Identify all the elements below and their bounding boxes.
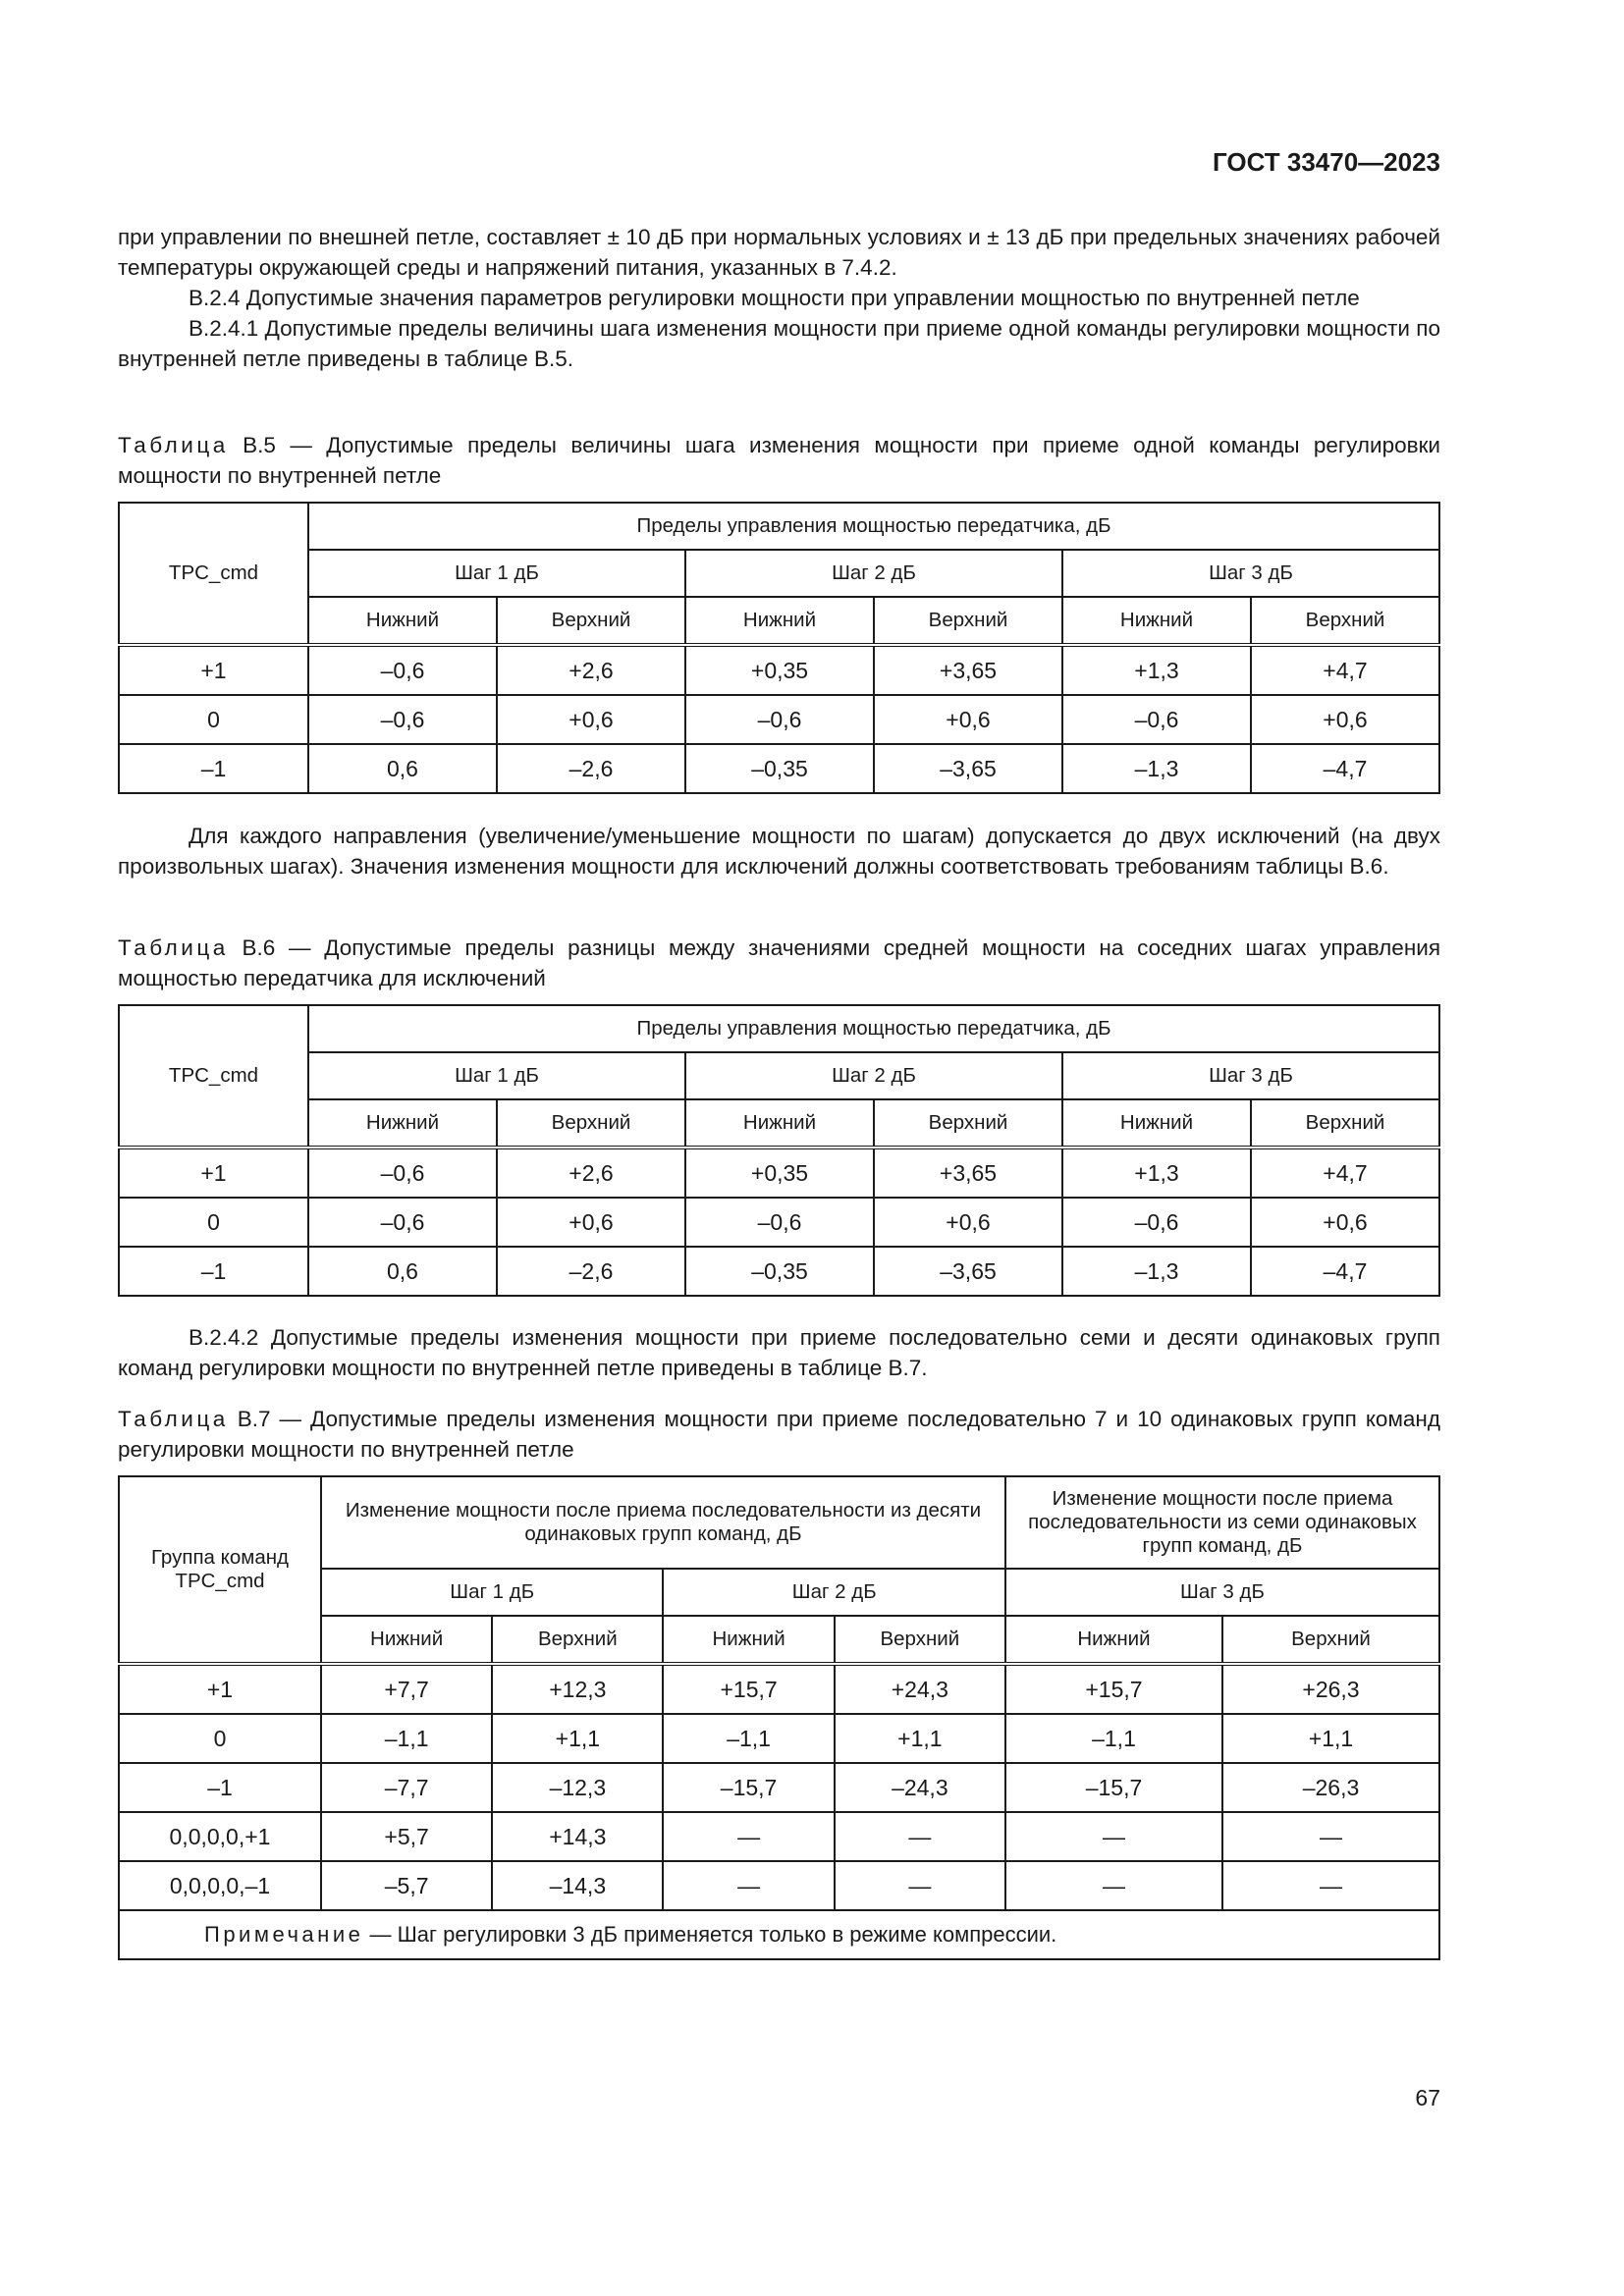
table-b6 xyxy=(118,1004,1440,1297)
header-lower: Нижний xyxy=(663,1616,834,1664)
table-caption xyxy=(118,430,1440,491)
header-step-1: Шаг 1 дБ xyxy=(321,1569,663,1616)
doc-header: ГОСТ 33470—2023 xyxy=(1213,147,1440,177)
header-tpc-cmd: TPC_cmd xyxy=(119,1005,308,1148)
table-row xyxy=(119,1714,1439,1763)
cell: –1,1 xyxy=(1005,1714,1222,1763)
table-caption-text: — Допустимые пределы разницы между значениями средней мощности на соседних шагах управления мощностью передатчика для исключений xyxy=(118,935,1440,990)
cell: +1,1 xyxy=(835,1714,1005,1763)
cell: — xyxy=(663,1861,834,1910)
cell: +0,35 xyxy=(685,645,874,695)
header-lower: Нижний xyxy=(308,1099,497,1148)
header-upper: Верхний xyxy=(1251,597,1439,645)
header-upper: Верхний xyxy=(835,1616,1005,1664)
header-upper: Верхний xyxy=(1222,1616,1439,1664)
cell: +5,7 xyxy=(321,1812,492,1861)
cell: –0,35 xyxy=(685,744,874,793)
cell: +3,65 xyxy=(874,1148,1062,1198)
cell: –1 xyxy=(119,1247,308,1296)
header-step-1: Шаг 1 дБ xyxy=(308,1052,685,1099)
table-row xyxy=(119,744,1439,793)
header-upper: Верхний xyxy=(497,597,685,645)
table-b5-block xyxy=(118,430,1440,794)
paragraph: В.2.4.2 Допустимые пределы изменения мощности при приеме последовательно семи и десяти одинаковых групп команд регулировки мощности по внутренней петле приведены в таблице В.7. xyxy=(118,1325,1440,1380)
table-row xyxy=(119,1664,1439,1714)
header-lower: Нижний xyxy=(685,597,874,645)
header-step-2: Шаг 2 дБ xyxy=(685,1052,1062,1099)
cell: –26,3 xyxy=(1222,1763,1439,1812)
header-step-3: Шаг 3 дБ xyxy=(1062,550,1439,597)
header-limits: Пределы управления мощностью передатчика, дБ xyxy=(308,1005,1439,1052)
table-label: Таблица xyxy=(118,935,229,960)
table-row xyxy=(119,1861,1439,1910)
cell: –0,35 xyxy=(685,1247,874,1296)
header-lower: Нижний xyxy=(1005,1616,1222,1664)
section-heading: В.2.4 Допустимые значения параметров регулировки мощности при управлении мощностью по внутренней петле xyxy=(189,286,1360,310)
table-b6-block xyxy=(118,933,1440,1297)
cell: +24,3 xyxy=(835,1664,1005,1714)
cell: +0,6 xyxy=(1251,695,1439,744)
header-ten-groups: Изменение мощности после приема последовательности из десяти одинаковых групп команд, дБ xyxy=(321,1476,1005,1569)
cell: — xyxy=(1222,1812,1439,1861)
header-command-group: Группа команд TPC_cmd xyxy=(119,1476,321,1664)
cell: +2,6 xyxy=(497,645,685,695)
header-step-3: Шаг 3 дБ xyxy=(1005,1569,1439,1616)
header-limits: Пределы управления мощностью передатчика, дБ xyxy=(308,503,1439,550)
cell: –0,6 xyxy=(308,695,497,744)
cell: — xyxy=(1005,1812,1222,1861)
header-step-2: Шаг 2 дБ xyxy=(663,1569,1005,1616)
cell: +1 xyxy=(119,645,308,695)
cell: +2,6 xyxy=(497,1148,685,1198)
cell: +0,6 xyxy=(874,695,1062,744)
table-b7-block xyxy=(118,1404,1440,1960)
cell: –0,6 xyxy=(308,645,497,695)
cell: +15,7 xyxy=(663,1664,834,1714)
cell: 0,0,0,0,+1 xyxy=(119,1812,321,1861)
cell: 0,0,0,0,–1 xyxy=(119,1861,321,1910)
cell: +1,1 xyxy=(1222,1714,1439,1763)
cell: 0 xyxy=(119,1198,308,1247)
table-label: Таблица xyxy=(118,1407,229,1431)
table-caption-text: — Допустимые пределы величины шага изменения мощности при приеме одной команды регулировки мощности по внутренней петле xyxy=(118,433,1440,488)
cell: +0,35 xyxy=(685,1148,874,1198)
table-b7 xyxy=(118,1475,1440,1960)
cell: –1,1 xyxy=(663,1714,834,1763)
cell: +4,7 xyxy=(1251,645,1439,695)
table-note-row xyxy=(119,1910,1439,1959)
header-upper: Верхний xyxy=(874,1099,1062,1148)
cell: –3,65 xyxy=(874,1247,1062,1296)
cell: — xyxy=(1222,1861,1439,1910)
cell: –4,7 xyxy=(1251,1247,1439,1296)
cell: 0,6 xyxy=(308,1247,497,1296)
text-block-2 xyxy=(118,821,1440,881)
cell: –15,7 xyxy=(1005,1763,1222,1812)
cell: +0,6 xyxy=(497,1198,685,1247)
cell: –5,7 xyxy=(321,1861,492,1910)
table-row xyxy=(119,695,1439,744)
cell: –0,6 xyxy=(1062,1198,1251,1247)
table-row xyxy=(119,1763,1439,1812)
cell: +1,3 xyxy=(1062,1148,1251,1198)
cell: +0,6 xyxy=(1251,1198,1439,1247)
header-seven-groups: Изменение мощности после приема последовательности из семи одинаковых групп команд, дБ xyxy=(1005,1476,1439,1569)
table-row xyxy=(119,645,1439,695)
header-lower: Нижний xyxy=(308,597,497,645)
cell: –0,6 xyxy=(685,1198,874,1247)
header-step-3: Шаг 3 дБ xyxy=(1062,1052,1439,1099)
cell: +1,1 xyxy=(492,1714,663,1763)
cell: –1 xyxy=(119,744,308,793)
header-upper: Верхний xyxy=(492,1616,663,1664)
header-lower: Нижний xyxy=(1062,597,1251,645)
cell: –0,6 xyxy=(308,1148,497,1198)
table-caption-text: — Допустимые пределы изменения мощности при приеме последовательно 7 и 10 одинаковых групп команд регулировки мощности по внутренней петле xyxy=(118,1407,1440,1462)
table-number: В.7 xyxy=(237,1407,271,1431)
cell: +3,65 xyxy=(874,645,1062,695)
cell: +7,7 xyxy=(321,1664,492,1714)
paragraph: при управлении по внешней петле, составляет ± 10 дБ при нормальных условиях и ± 13 дБ при предельных значениях рабочей температуры окружающей среды и напряжений питания, указанных в 7.4.2. xyxy=(118,225,1440,280)
paragraph: Для каждого направления (увеличение/уменьшение мощности по шагам) допускается до двух исключений (на двух произвольных шагах). Значения изменения мощности для исключений должны соответствовать требованиям таблицы В.6. xyxy=(118,824,1440,879)
page-number: 67 xyxy=(1415,2085,1440,2110)
cell: –1,3 xyxy=(1062,744,1251,793)
header-step-2: Шаг 2 дБ xyxy=(685,550,1062,597)
cell: +26,3 xyxy=(1222,1664,1439,1714)
cell: 0 xyxy=(119,695,308,744)
cell: –7,7 xyxy=(321,1763,492,1812)
table-row xyxy=(119,1198,1439,1247)
cell: –1,1 xyxy=(321,1714,492,1763)
table-caption xyxy=(118,1404,1440,1465)
header-lower: Нижний xyxy=(321,1616,492,1664)
cell: — xyxy=(663,1812,834,1861)
table-row xyxy=(119,1148,1439,1198)
header-step-1: Шаг 1 дБ xyxy=(308,550,685,597)
cell: +1,3 xyxy=(1062,645,1251,695)
cell: +14,3 xyxy=(492,1812,663,1861)
table-number: В.6 xyxy=(242,935,276,960)
header-lower: Нижний xyxy=(685,1099,874,1148)
cell: +1 xyxy=(119,1664,321,1714)
cell: –24,3 xyxy=(835,1763,1005,1812)
cell: +1 xyxy=(119,1148,308,1198)
cell: –12,3 xyxy=(492,1763,663,1812)
document-page xyxy=(118,0,1440,2296)
table-caption xyxy=(118,933,1440,993)
table-row xyxy=(119,1247,1439,1296)
cell: +0,6 xyxy=(497,695,685,744)
cell: –3,65 xyxy=(874,744,1062,793)
table-b5 xyxy=(118,502,1440,794)
header-upper: Верхний xyxy=(497,1099,685,1148)
cell: –2,6 xyxy=(497,1247,685,1296)
paragraph: В.2.4.1 Допустимые пределы величины шага изменения мощности при приеме одной команды регулировки мощности по внутренней петле приведены в таблице В.5. xyxy=(118,316,1440,371)
cell: — xyxy=(835,1812,1005,1861)
cell: +4,7 xyxy=(1251,1148,1439,1198)
note-label: Примечание xyxy=(204,1922,364,1947)
text-block-3 xyxy=(118,1322,1440,1383)
cell: +0,6 xyxy=(874,1198,1062,1247)
note-text: — Шаг регулировки 3 дБ применяется только в режиме компрессии. xyxy=(363,1922,1057,1947)
cell: +15,7 xyxy=(1005,1664,1222,1714)
cell: –4,7 xyxy=(1251,744,1439,793)
cell: –1 xyxy=(119,1763,321,1812)
table-label: Таблица xyxy=(118,433,229,457)
header-upper: Верхний xyxy=(1251,1099,1439,1148)
cell: 0,6 xyxy=(308,744,497,793)
cell: –1,3 xyxy=(1062,1247,1251,1296)
table-row xyxy=(119,1812,1439,1861)
cell: –0,6 xyxy=(308,1198,497,1247)
cell: 0 xyxy=(119,1714,321,1763)
cell: — xyxy=(1005,1861,1222,1910)
text-block-1 xyxy=(118,222,1440,374)
cell: –0,6 xyxy=(685,695,874,744)
cell: –0,6 xyxy=(1062,695,1251,744)
cell: –15,7 xyxy=(663,1763,834,1812)
table-number: В.5 xyxy=(243,433,276,457)
cell: +12,3 xyxy=(492,1664,663,1714)
cell: –2,6 xyxy=(497,744,685,793)
cell: –14,3 xyxy=(492,1861,663,1910)
header-lower: Нижний xyxy=(1062,1099,1251,1148)
cell: — xyxy=(835,1861,1005,1910)
header-tpc-cmd: TPC_cmd xyxy=(119,503,308,645)
header-upper: Верхний xyxy=(874,597,1062,645)
table-note xyxy=(119,1910,1439,1959)
